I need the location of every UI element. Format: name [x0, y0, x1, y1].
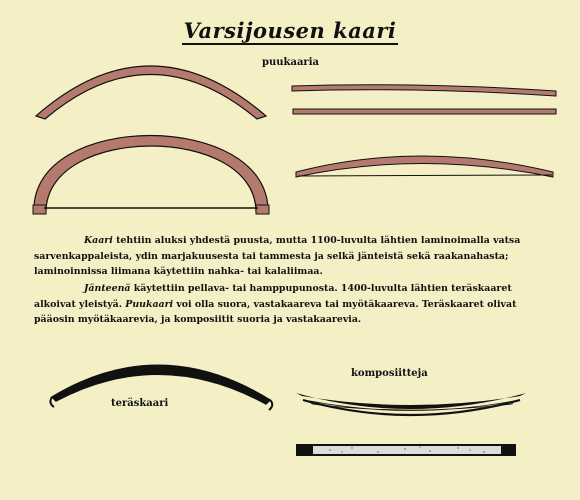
- wood-bow-straight-curved: [292, 85, 556, 96]
- bow-tip-left: [33, 205, 46, 214]
- wood-bow-arc-unstrung: [36, 66, 266, 119]
- page-title: Varsijousen kaari: [183, 18, 397, 43]
- composite-bow-straight-core: [313, 446, 501, 454]
- label-wood-bows: puukaaria: [262, 57, 319, 68]
- label-composite-bows: komposiitteja: [351, 368, 428, 379]
- paragraph-1: Kaari tehtiin aluksi yhdestä puusta, mutta 1100-luvulta lähtien laminoimalla vatsa sarvenkappaleista, ydin marjakuusesta tai tammesta ja selkä jänteistä sekä raakanahasta; laminoinnissa liimana käytettiin nahka- tai kalaliimaa.: [34, 235, 521, 277]
- wood-bow-straight: [293, 109, 556, 114]
- label-steel-bow: teräskaari: [111, 398, 169, 409]
- wood-bow-reflex-string: [298, 175, 552, 176]
- bow-tip-right: [256, 205, 269, 214]
- wood-bow-arc-strung: [34, 136, 268, 213]
- paragraph-2: Jänteenä käytettiin pellava- tai hamppupunosta. 1400-luvulta lähtien teräskaaret alkoivat yleistyä. Puukaari voi olla suora, vastakaareva tai myötäkaareva. Teräskaaret olivat pääosin myötäkaarevia, ja komposiitit suoria ja vastakaarevia.: [34, 283, 517, 325]
- wood-bow-reflex: [296, 156, 553, 177]
